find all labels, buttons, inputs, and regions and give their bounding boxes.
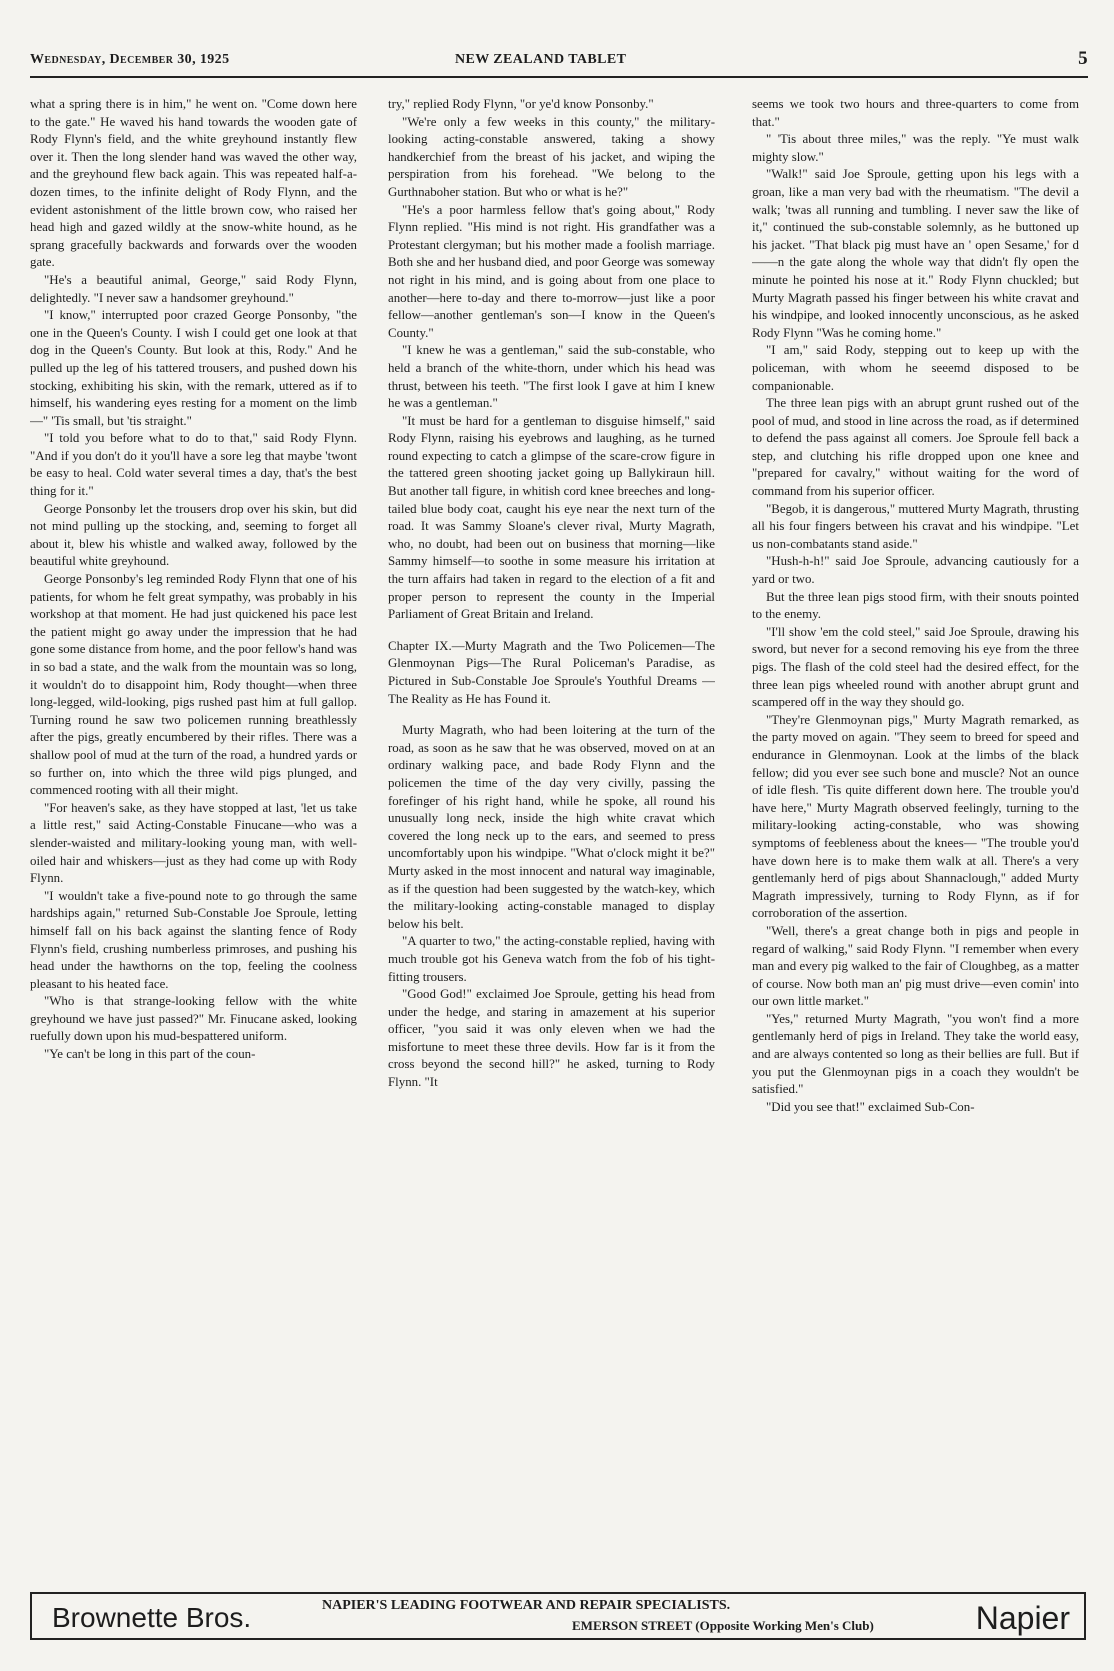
- paragraph: "I'll show 'em the cold steel," said Joe Sproule, drawing his sword, but never for a second removing his eye from the three pigs. The flash of the cold steel had the desired effect, for the three lean pigs wheeled round with another abrupt grunt and scampered off in the way they should go.: [752, 624, 1079, 710]
- paragraph: try," replied Rody Flynn, "or ye'd know Ponsonby.": [388, 97, 654, 111]
- paragraph: "A quarter to two," the acting-constable replied, having with much trouble got his Geneva watch from the fob of his tight-fitting trousers.: [388, 934, 715, 984]
- paragraph: The three lean pigs with an abrupt grunt rushed out of the pool of mud, and stood in line across the road, as if determined to defend the pass against all comers. Joe Sproule fell back a step, and clutching his rifle dropped upon one knee and "prepared for cavalry," without waiting for the word of command from his superior officer.: [752, 396, 1079, 499]
- paragraph: "We're only a few weeks in this county," the military-looking acting-constable answered, taking a showy handkerchief from the breast of his jacket, and wiping the perspiration from his forehead. "We belong to the Gurthnaboher station. But who or what is he?": [388, 114, 715, 199]
- paragraph: what a spring there is in him," he went on. "Come down here to the gate." He waved his hand towards the wooden gate of Rody Flynn's field, and the white greyhound instantly flew over it. Then the long slender hand was waved the other way, and the greyhound flew back again. This was repeated half-a-dozen times, to the infinite delight of Rody Flynn, and the evident astonishment of the little brown cow, who raised her head high and gazed wildly at the snow-white hound, as he sprang gracefully backwards and forwards over the wooden gate.: [30, 97, 357, 270]
- advert-town: Napier: [975, 1600, 1070, 1636]
- column-1: [30, 96, 357, 1580]
- advertisement-box: [30, 1592, 1086, 1640]
- column-2: [388, 96, 715, 1580]
- paragraph: Murty Magrath, who had been loitering at the turn of the road, as soon as he saw that he was observed, moved on at an ordinary walking pace, and bade Rody Flynn and the policemen the time of the day very civilly, passing the forefinger of his right hand, while he spoke, all round his unusually long neck, inside the high white cravat which covered the long neck up to the ears, and seemed to press uncomfortably upon his windpipe. "What o'clock might it be?" Murty asked in the most innocent and natural way imaginable, as if the question had been suggested by the watch-key, which the military-looking acting-constable managed to display below his belt.: [388, 723, 715, 931]
- paragraph: "Ye can't be long in this part of the coun-: [44, 1047, 256, 1062]
- advert-brand: Brownette Bros.: [52, 1602, 252, 1633]
- header-rule: [30, 76, 1088, 78]
- paragraph: "I am," said Rody, stepping out to keep up with the policeman, with whom he seeemd disposed to be companionable.: [752, 343, 1079, 393]
- paragraph: "He's a beautiful animal, George," said Rody Flynn, delightedly. "I never saw a handsomer greyhound.": [30, 272, 357, 305]
- chapter-heading: Chapter IX.—Murty Magrath and the Two Policemen—The Glenmoynan Pigs—The Rural Policeman's Paradise, as Pictured in Sub-Constable Joe Sproule's Youthful Dreams —The Reality as He has Found it.: [388, 638, 715, 706]
- advert-address: EMERSON STREET (Opposite Working Men's Club): [572, 1618, 874, 1633]
- advert-tagline: NAPIER'S LEADING FOOTWEAR AND REPAIR SPECIALISTS.: [322, 1598, 731, 1613]
- paragraph: "Yes," returned Murty Magrath, "you won't find a more gentlemanly herd of pigs in Ireland. They take the world easy, and are always contented so long as their bellies are full. But if you put the Glenmoynan pigs in a coach they wouldn't be satisfied.": [752, 1011, 1079, 1097]
- paragraph: "Did you see that!" exclaimed Sub-Con-: [766, 1099, 975, 1114]
- paragraph: "I knew he was a gentleman," said the sub-constable, who held a branch of the white-thorn, under which his head was thrust, between his teeth. "The first look I gave at him I knew he was a gentleman.": [388, 343, 715, 411]
- paragraph: "For heaven's sake, as they have stopped at last, 'let us take a little rest," said Acting-Constable Finucane—who was a slender-waisted and military-looking young man, with well-oiled hair and whiskers—just as they had come up with Rody Flynn.: [30, 800, 357, 886]
- paragraph: "I know," interrupted poor crazed George Ponsonby, "the one in the Queen's County. I wish I could get one look at that dog in the Queen's County. But look at this, Rody." And he pulled up the leg of his tattered trousers, and pushed down his stocking, exhibiting his skin, with the remark, uttered as if to himself, his wandering eyes resting for a moment on the limb—" 'Tis small, but 'tis straight.": [30, 308, 357, 428]
- paragraph: "They're Glenmoynan pigs," Murty Magrath remarked, as the party moved on again. "They seem to breed for speed and endurance in Glenmoynan. Look at the limbs of the black fellow; did you ever see such bone and muscle? Not an ounce of idle flesh. 'Tis quite different down here. The trouble you'd have here," Murty Magrath observed feelingly, turning to the military-looking acting-constable, who was showing symptoms of feebleness about the knees— "The trouble you'd have down here is to make them walk at all. There's a very gentlemanly herd of pigs about Shannaclough," added Murty Magrath impressively, turning to Rody Flynn, as if for corroboration of the assertion.: [752, 712, 1079, 921]
- paragraph: George Ponsonby let the trousers drop over his skin, but did not mind pulling up the stocking, and, seeming to forget all about it, blew his whistle and walked away, followed by the beautiful white greyhound.: [30, 501, 357, 569]
- paragraph: "Begob, it is dangerous," muttered Murty Magrath, thrusting all his four fingers between his cravat and his windpipe. "Let us non-combatants stand aside.": [752, 501, 1079, 551]
- paragraph: "Well, there's a great change both in pigs and people in regard of walking," said Rody Flynn. "I remember when every man and every pig walked to the fair of Cloughbeg, as a matter of course. Now both man an' pig must drive—even comin' into our own little market.": [752, 923, 1079, 1009]
- paragraph: "Good God!" exclaimed Joe Sproule, getting his head from under the hedge, and staring in amazement at his superior officer, "you said it was only eleven when we had the misfortune to meet these three devils. How far is it from the cross beyond the second hill?" he asked, turning to Rody Flynn. "It: [388, 987, 715, 1090]
- page-header: [30, 48, 1088, 72]
- paragraph: " 'Tis about three miles," was the reply. "Ye must walk mighty slow.": [752, 132, 1079, 164]
- paragraph: "It must be hard for a gentleman to disguise himself," said Rody Flynn, raising his eyebrows and laughing, as he turned round expecting to catch a glimpse of the scare-crow figure in the tattered green shooting jacket going up Ballykiraun hill. But another tall figure, in whitish cord knee breeches and long-tailed blue body coat, caught his eye near the next turn of the road. It was Sammy Sloane's clever rival, Murty Magrath, who, no doubt, had been out on business that morning—like Sammy himself—to soothe in some measure his irritation at the turn affairs had taken in regard to the election of a fit and proper person to represent the county in the Imperial Parliament of Great Britain and Ireland.: [388, 413, 715, 622]
- paragraph: But the three lean pigs stood firm, with their snouts pointed to the enemy.: [752, 589, 1079, 622]
- paragraph: "He's a poor harmless fellow that's going about," Rody Flynn replied. "His mind is not right. His grandfather was a Protestant clergyman; but his mother made a foolish marriage. Both she and her husband died, and poor George was someway not right in his mind, and is going about from one place to another—here to-day and there to-morrow—just like a poor fellow—another gentleman's son—I know in the Queen's County.": [388, 202, 715, 340]
- paragraph: "Who is that strange-looking fellow with the white greyhound we have just passed?" Mr. Finucane asked, looking ruefully down upon his mud-bespattered uniform.: [30, 994, 357, 1044]
- paragraph: "I told you before what to do to that," said Rody Flynn. "And if you don't do it you'll have a sore leg that maybe 'twont be easy to heal. Cold water several times a day, that's the best thing for it.": [30, 431, 357, 499]
- issue-date: Wednesday, December 30, 1925: [30, 52, 230, 67]
- paragraph: "I wouldn't take a five-pound note to go through the same hardships again," returned Sub-Constable Joe Sproule, letting himself fall on his back against the slanting fence of Rody Flynn's field, crushing numberless primroses, and pushing his head under the hawthorns on the top, feeling the coolness pleasant to his heated face.: [30, 888, 357, 991]
- paragraph: "Walk!" said Joe Sproule, getting upon his legs with a groan, like a man very bad with the rheumatism. "The devil a walk; 'twas all running and tumbling. I never saw the like of it," continued the sub-constable solemnly, as he buttoned up his jacket. "That black pig must have an ' open Sesame,' for d——n the gate along the whole way that didn't fly open the minute he pointed his nose at it." Rody Flynn chuckled; but Murty Magrath passed his finger between his white cravat and his windpipe, and looked innocently unconscious, as he asked Rody Flynn "Was he coming home.": [752, 167, 1079, 340]
- paragraph: George Ponsonby's leg reminded Rody Flynn that one of his patients, for whom he felt great sympathy, was probably in his workshop at that moment. He had just quickened his pace lest the patient might go away under the impression that he had gone some distance from home, and the poor fellow's hand was in so bad a state, and the walk from the mountain was so long, it wouldn't do to disappoint him, Rody thought—when three long-legged, wild-looking, pigs rushed past him at full gallop. Turning round he saw two policemen running breathlessly after the pigs, greatly encumbered by their rifles. There was a shallow pool of mud at the turn of the road, a hundred yards or so further on, into which the three wild pigs plunged, and commenced rooting with all their might.: [30, 572, 357, 798]
- newspaper-title: NEW ZEALAND TABLET: [455, 52, 627, 67]
- page-number: 5: [1078, 48, 1088, 69]
- paragraph: seems we took two hours and three-quarters to come from that.": [752, 97, 1079, 129]
- column-3: [752, 96, 1079, 1580]
- paragraph: "Hush-h-h!" said Joe Sproule, advancing cautiously for a yard or two.: [752, 554, 1079, 587]
